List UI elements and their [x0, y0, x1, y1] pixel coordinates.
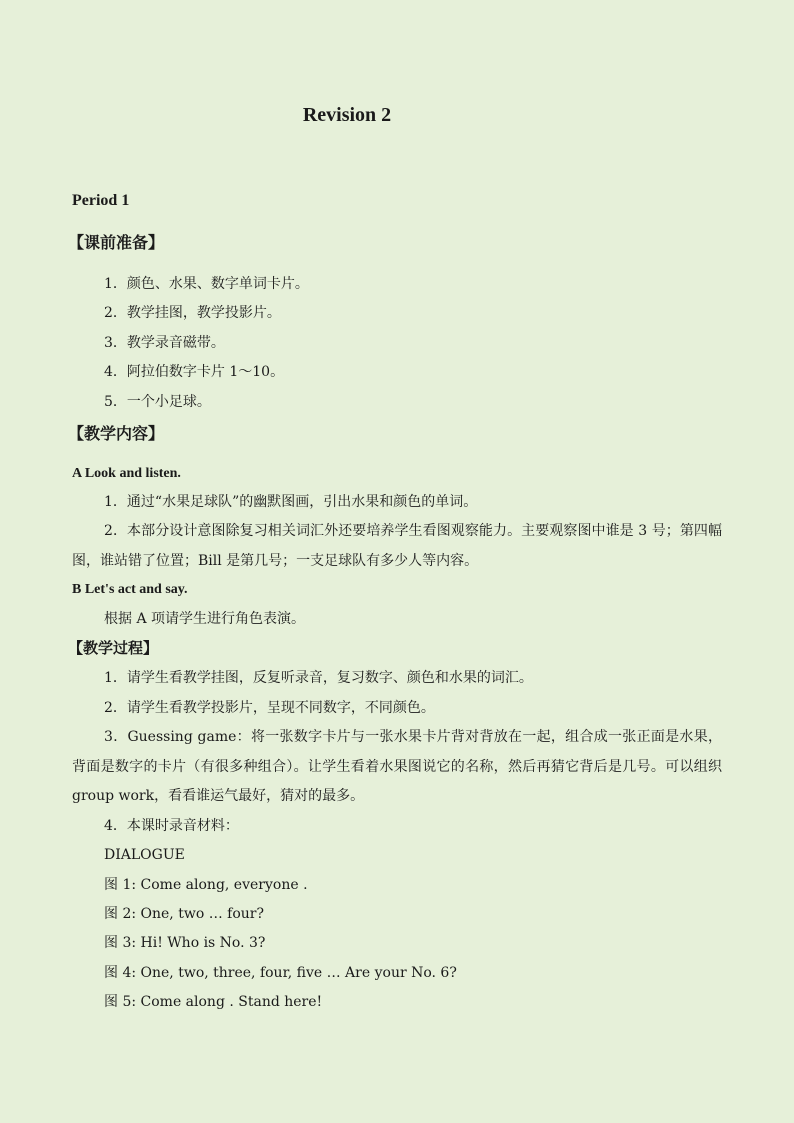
dialogue-line: 图 2: One, two … four? — [104, 906, 264, 922]
dialogue-label: DIALOGUE — [104, 847, 185, 863]
prep-item: 1．颜色、水果、数字单词卡片。 — [104, 276, 309, 292]
content-a-item: 2．本部分设计意图除复习相关词汇外还要培养学生看图观察能力。主要观察图中谁是 3 号；第四幅图，谁站错了位置；Bill 是第几号；一支足球队有多少人等内容。 — [72, 523, 722, 569]
content-a-item: 1．通过“水果足球队”的幽默图画，引出水果和颜色的单词。 — [104, 494, 478, 510]
page-title: Revision 2 — [302, 104, 392, 126]
dialogue-line: 图 5: Come along . Stand here! — [104, 994, 323, 1010]
prep-item: 5．一个小足球。 — [104, 394, 211, 410]
section-a-heading: A Look and listen. — [72, 466, 181, 481]
process-item: 4．本课时录音材料： — [104, 818, 239, 834]
process-heading: 【教学过程】 — [68, 639, 159, 657]
dialogue-line: 图 4: One, two, three, four, five … Are your No. 6? — [104, 965, 457, 981]
process-item: 1．请学生看教学挂图，反复听录音，复习数字、颜色和水果的词汇。 — [104, 670, 533, 686]
dialogue-line: 图 3: Hi! Who is No. 3? — [104, 935, 266, 951]
content-heading: 【教学内容】 — [68, 424, 165, 443]
period-heading: Period 1 — [72, 192, 130, 209]
prep-heading: 【课前准备】 — [68, 233, 165, 252]
prep-item: 4．阿拉伯数字卡片 1～10。 — [104, 364, 285, 380]
prep-item: 2．教学挂图，教学投影片。 — [104, 305, 281, 321]
prep-item: 3．教学录音磁带。 — [104, 335, 225, 351]
process-item: 2．请学生看教学投影片，呈现不同数字，不同颜色。 — [104, 700, 435, 716]
content-b-text: 根据 A 项请学生进行角色表演。 — [104, 611, 306, 627]
section-b-heading: B Let's act and say. — [72, 582, 188, 597]
dialogue-line: 图 1: Come along, everyone . — [104, 877, 308, 893]
process-item: 3．Guessing game：将一张数字卡片与一张水果卡片背对背放在一起，组合成一张正面是水果，背面是数字的卡片（有很多种组合）。让学生看着水果图说它的名称，然后再猜它背后是几号。可以组织 group work，看看谁运气最好，猜对的最多。 — [72, 729, 722, 804]
